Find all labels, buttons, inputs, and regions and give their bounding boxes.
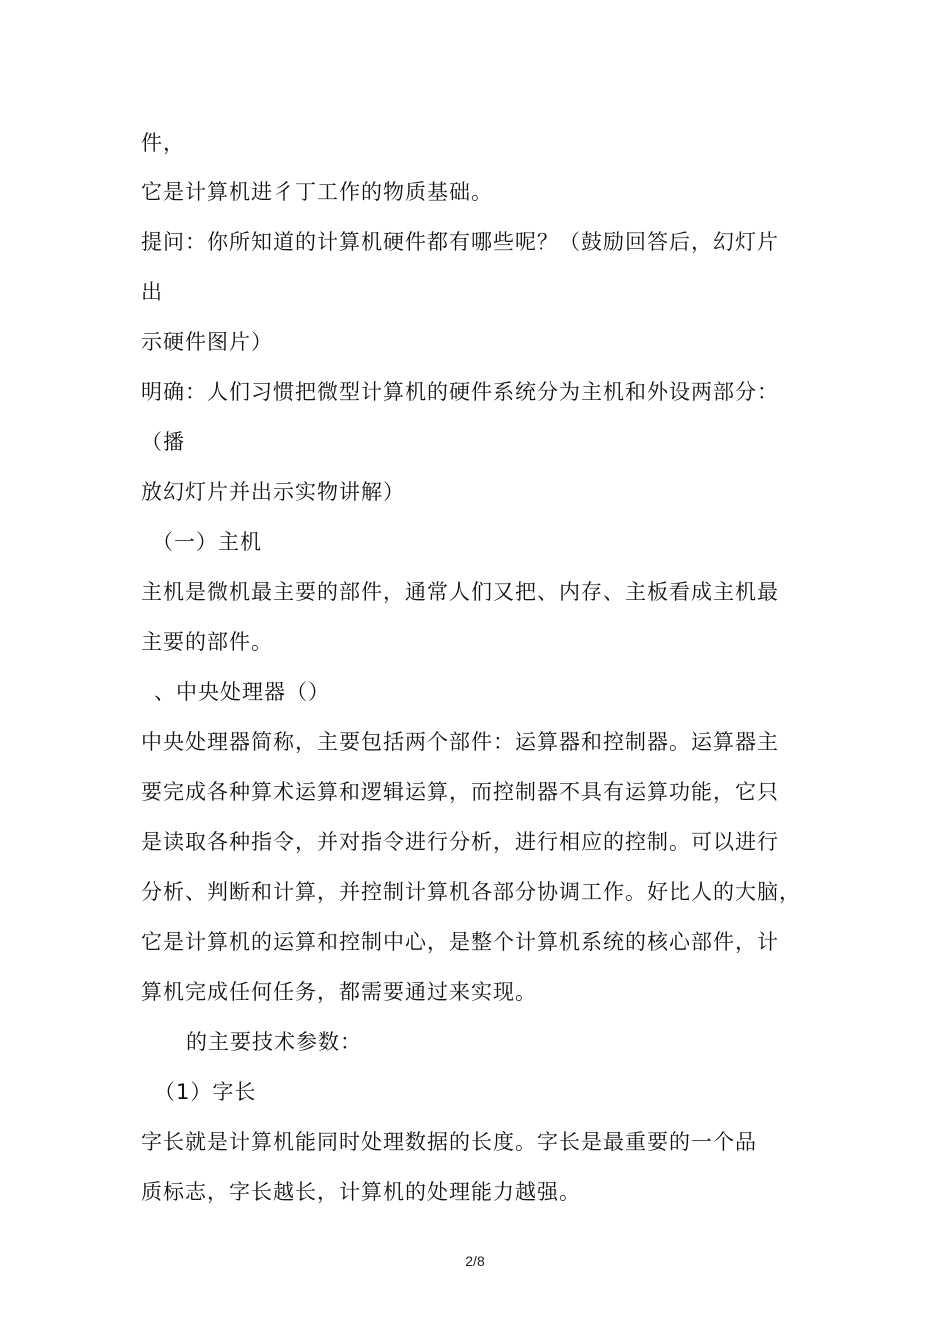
text-line-6: 明确：人们习惯把微型计算机的硬件系统分为主机和外设两部分：: [141, 380, 779, 404]
section-heading-params: 的主要技术参数：: [186, 1030, 362, 1054]
section-heading-host: （一）主机: [152, 530, 262, 554]
text-line-1: 件，: [141, 131, 185, 155]
text-line-3: 提问：你所知道的计算机硬件都有哪些呢？（鼓励回答后，幻灯片: [141, 230, 779, 254]
text-line-15: 是读取各种指令，并对指令进行分析，进行相应的控制。可以进行: [141, 830, 779, 854]
text-line-21: 字长就是计算机能同时处理数据的长度。字长是最重要的一个品: [141, 1130, 757, 1154]
text-line-7: （播: [141, 430, 185, 454]
text-line-2: 它是计算机进彳丁工作的物质基础。: [141, 180, 493, 204]
text-line-18: 算机完成任何任务，都需要通过来实现。: [141, 980, 537, 1004]
text-line-14: 要完成各种算术运算和逻辑运算，而控制器不具有运算功能，它只: [141, 780, 779, 804]
text-line-17: 它是计算机的运算和控制中心，是整个计算机系统的核心部件，计: [141, 930, 779, 954]
text-line-11: 主要的部件。: [141, 630, 273, 654]
page-number: 2/8: [465, 1253, 485, 1269]
text-line-10: 主机是微机最主要的部件，通常人们又把、内存、主板看成主机最: [141, 580, 779, 604]
text-line-13: 中央处理器简称，主要包括两个部件：运算器和控制器。运算器主: [141, 730, 779, 754]
text-line-16: 分析、判断和计算，并控制计算机各部分协调工作。好比人的大脑，: [141, 880, 801, 904]
text-line-8: 放幻灯片并出示实物讲解）: [141, 480, 405, 504]
text-line-4: 出: [141, 280, 163, 304]
section-heading-cpu: 、中央处理器（）: [154, 680, 330, 704]
text-line-5: 示硬件图片）: [141, 330, 273, 354]
text-line-22: 质标志，字长越长，计算机的处理能力越强。: [141, 1180, 581, 1204]
section-heading-word-length: （1）字长: [154, 1080, 257, 1104]
